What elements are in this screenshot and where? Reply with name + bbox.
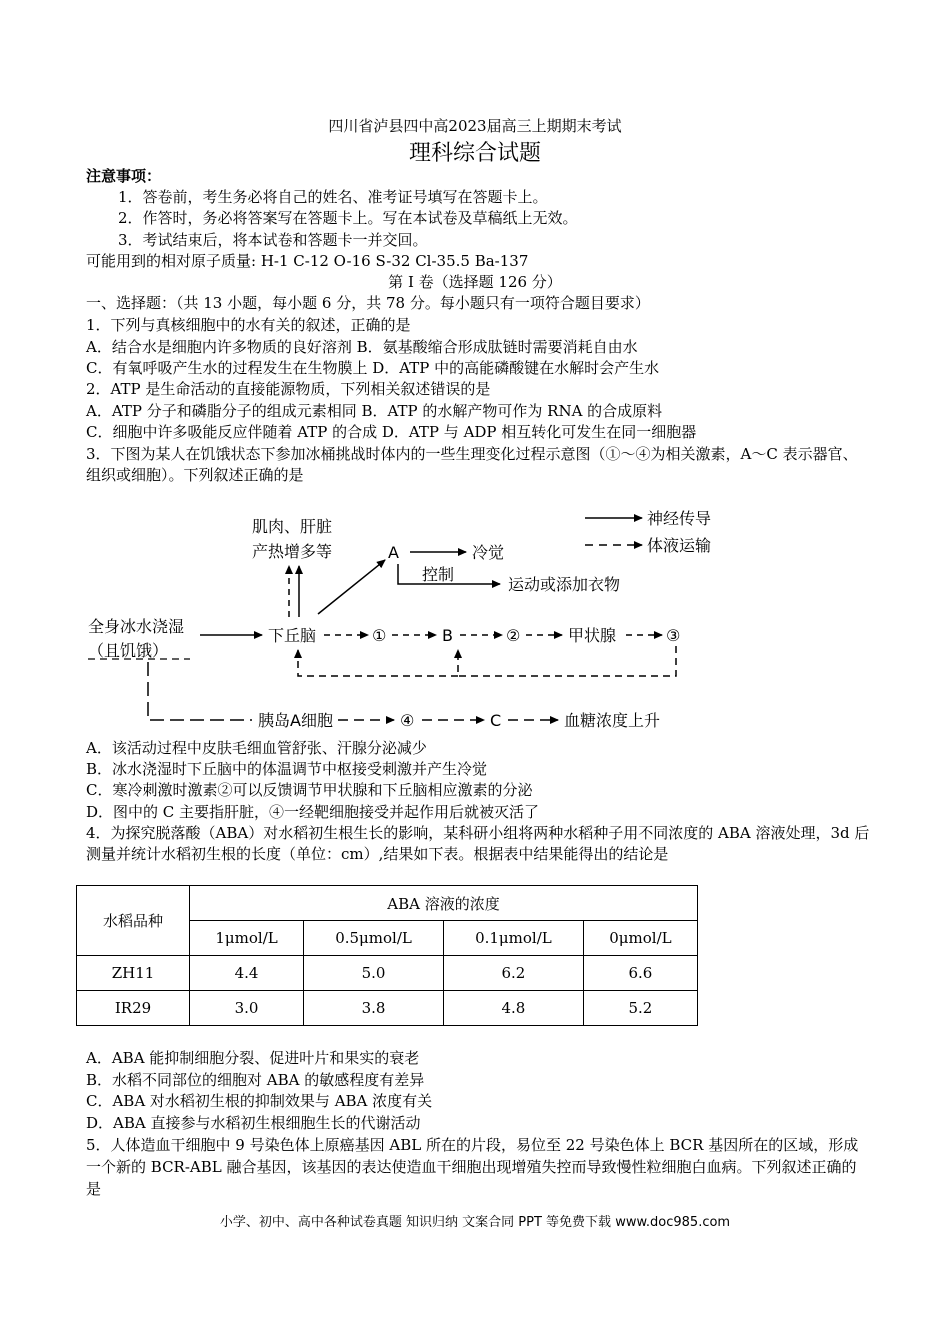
arrow-hypothalamus-to-a <box>318 560 385 614</box>
question-2-options-ab: A．ATP 分子和磷脂分子的组成元素相同 B．ATP 的水解产物可作为 RNA 的合成原料 <box>86 402 663 420</box>
table-cell: 5.0 <box>304 956 444 991</box>
table-cell: 6.6 <box>583 956 697 991</box>
trigger-label-sub: （且饥饿） <box>88 641 169 660</box>
question-4-option-b: B．水稻不同部位的细胞对 ABA 的敏感程度有差异 <box>86 1071 425 1089</box>
hormone-3: ③ <box>666 626 681 645</box>
notice-heading: 注意事项： <box>86 167 162 185</box>
question-4-stem: 4．为探究脱落酸（ABA）对水稻初生根生长的影响，某科研小组将两种水稻种子用不同浓度的 ABA 溶液处理，3d 后测量并统计水稻初生根的长度（单位：cm）,结果如下表。根据表中结果能得出的结论是 <box>86 824 870 863</box>
section-instruction: 一、选择题：（共 13 小题，每小题 6 分，共 78 分。每小题只有一项符合题目要求） <box>86 294 650 312</box>
feedback-to-b <box>458 646 676 676</box>
trigger-label: 全身冰水浇湿 <box>88 617 185 636</box>
thyroid-label: 甲状腺 <box>568 626 617 645</box>
table-cell: 6.2 <box>443 956 583 991</box>
behavior-label: 运动或添加衣物 <box>508 575 621 594</box>
table-cell-variety: IR29 <box>77 991 190 1026</box>
hormone-4: ④ <box>400 711 415 730</box>
table-cell: 4.4 <box>190 956 304 991</box>
question-3-stem: 3．下图为某人在饥饿状态下参加冰桶挑战时体内的一些生理变化过程示意图（①～④为相关激素，A～C 表示器官、组织或细胞）。下列叙述正确的是 <box>86 445 858 484</box>
question-3-option-a: A．该活动过程中皮肤毛细血管舒张、汗腺分泌减少 <box>86 739 427 757</box>
table-cell: 3.8 <box>304 991 444 1026</box>
question-4-option-c: C．ABA 对水稻初生根的抑制效果与 ABA 浓度有关 <box>86 1092 433 1110</box>
hypothalamus-label: 下丘脑 <box>268 626 317 645</box>
table-group-header: ABA 溶液的浓度 <box>190 886 698 921</box>
aba-results-table <box>76 885 698 1026</box>
table-column-header: 0μmol/L <box>583 921 697 956</box>
table-cell: 3.0 <box>190 991 304 1026</box>
question-5-stem: 5．人体造血干细胞中 9 号染色体上原癌基因 ABL 所在的片段，易位至 22 号染色体上 BCR 基因所在的区域，形成一个新的 BCR-ABL 融合基因，该基因的表达使造血干细胞出现增殖失控而导致慢性粒细胞白血病。下列叙述正确的是 <box>86 1136 859 1198</box>
node-b: B <box>442 626 453 645</box>
physiology-diagram <box>80 500 720 735</box>
table-cell: 4.8 <box>443 991 583 1026</box>
table-column-header: 0.5μmol/L <box>304 921 444 956</box>
section-title: 第 Ⅰ 卷（选择题 126 分） <box>388 273 562 291</box>
table-cell-variety: ZH11 <box>77 956 190 991</box>
notice-item: 2．作答时，务必将答案写在答题卡上。写在本试卷及草稿纸上无效。 <box>118 209 578 227</box>
feedback-to-hypothalamus <box>298 650 458 676</box>
question-3-option-d: D．图中的 C 主要指肝脏，④一经靶细胞接受并起作用后就被灭活了 <box>86 803 540 821</box>
question-2-stem: 2．ATP 是生命活动的直接能源物质，下列相关叙述错误的是 <box>86 380 491 398</box>
legend-fluid-label: 体液运输 <box>647 536 712 555</box>
islet-a-label: 胰岛A细胞 <box>258 711 333 730</box>
node-a: A <box>388 543 399 562</box>
path-to-islet <box>148 662 252 720</box>
cold-feeling-label: 冷觉 <box>472 543 505 562</box>
table-row-header: 水稻品种 <box>77 886 190 956</box>
hormone-1: ① <box>372 626 387 645</box>
exam-school-line: 四川省泸县四中高2023届高三上期期末考试 <box>328 117 622 135</box>
question-1-options-ab: A．结合水是细胞内许多物质的良好溶剂 B．氨基酸缩合形成肽链时需要消耗自由水 <box>86 338 638 356</box>
muscle-liver-label: 肌肉、肝脏 <box>252 517 333 536</box>
atomic-masses: 可能用到的相对原子质量: H-1 C-12 O-16 S-32 Cl-35.5 Ba-137 <box>86 252 529 270</box>
control-label: 控制 <box>422 565 455 584</box>
question-4-option-a: A．ABA 能抑制细胞分裂、促进叶片和果实的衰老 <box>86 1049 420 1067</box>
table-cell: 5.2 <box>583 991 697 1026</box>
notice-item: 3．考试结束后，将本试卷和答题卡一并交回。 <box>118 231 428 249</box>
table-column-header: 0.1μmol/L <box>443 921 583 956</box>
footer-text: 小学、初中、高中各种试卷真题 知识归纳 文案合同 PPT 等免费下载 www.doc985.com <box>219 1215 731 1230</box>
notice-item: 1．答卷前，考生务必将自己的姓名、准考证号填写在答题卡上。 <box>118 188 548 206</box>
question-3-option-c: C．寒冷刺激时激素②可以反馈调节甲状腺和下丘脑相应激素的分泌 <box>86 781 533 799</box>
table-row <box>77 991 698 1026</box>
question-2-options-cd: C．细胞中许多吸能反应伴随着 ATP 的合成 D．ATP 与 ADP 相互转化可发生在同一细胞器 <box>86 423 697 441</box>
question-4-option-d: D．ABA 直接参与水稻初生根细胞生长的代谢活动 <box>86 1114 421 1132</box>
hormone-2: ② <box>506 626 521 645</box>
question-1-options-cd: C．有氧呼吸产生水的过程发生在生物膜上 D．ATP 中的高能磷酸键在水解时会产生水 <box>86 359 660 377</box>
legend-nerve-label: 神经传导 <box>647 509 712 528</box>
table-column-header: 1μmol/L <box>190 921 304 956</box>
glucose-label: 血糖浓度上升 <box>564 711 661 730</box>
table-row <box>77 956 698 991</box>
question-3-option-b: B．冰水浇湿时下丘脑中的体温调节中枢接受刺激并产生冷觉 <box>86 760 488 778</box>
heat-production-label: 产热增多等 <box>252 542 333 561</box>
question-1-stem: 1．下列与真核细胞中的水有关的叙述，正确的是 <box>86 316 411 334</box>
exam-title: 理科综合试题 <box>408 141 541 166</box>
node-c: C <box>490 711 502 730</box>
